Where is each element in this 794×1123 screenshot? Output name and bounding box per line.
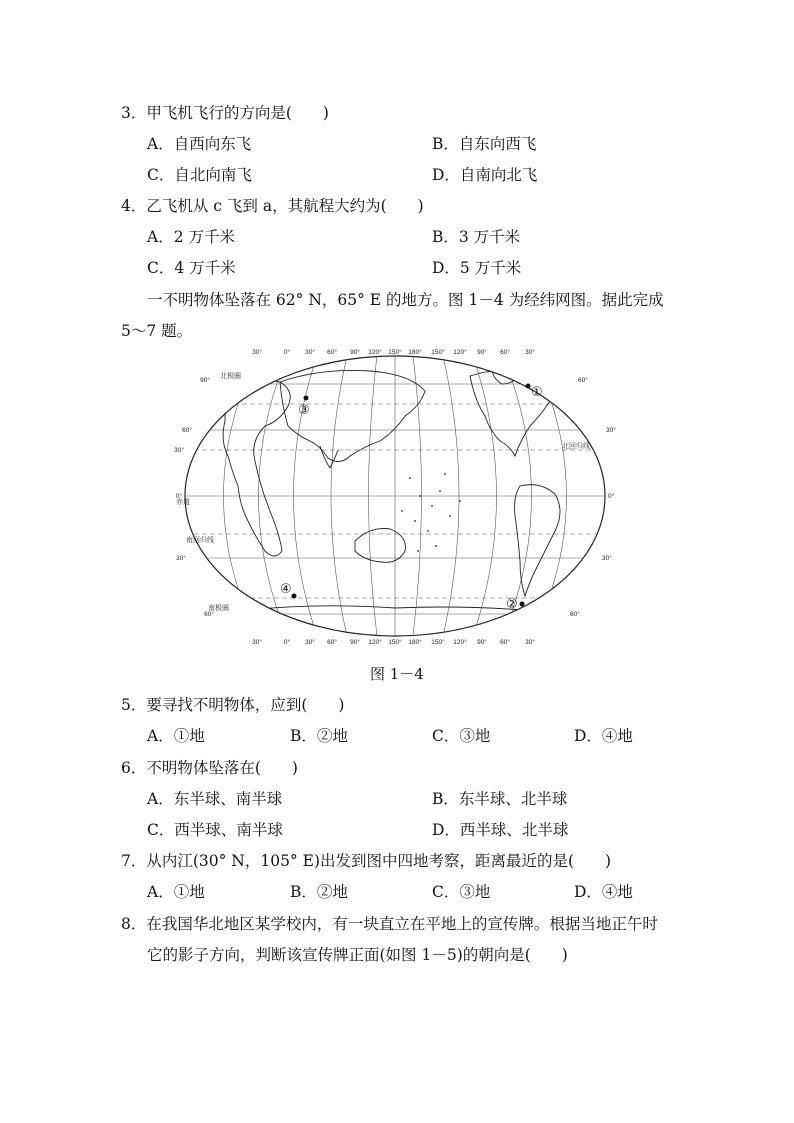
bottom-lon-label: 30° [525, 639, 535, 646]
q6-option-c: C．西半球、南半球 [147, 821, 283, 839]
q7-option-c: C．③地 [432, 883, 491, 901]
top-lon-label: 150° [431, 349, 445, 356]
top-lon-label: 60° [327, 349, 337, 356]
north-polar-circle-label: 北极圈 [220, 373, 241, 380]
point-4-label: ④ [280, 582, 292, 597]
map-svg [170, 346, 620, 646]
bottom-lon-label: 150° [431, 639, 445, 646]
top-lon-label: 30° [525, 349, 535, 356]
right-lat-label: 60° [570, 611, 580, 618]
top-lon-label: 90° [350, 349, 360, 356]
q5-option-b: B．②地 [290, 727, 348, 745]
marked-points [280, 384, 543, 613]
q5-option-c: C．③地 [432, 727, 491, 745]
bottom-lon-label: 30° [305, 639, 315, 646]
q4-option-a: A．2 万千米 [147, 228, 235, 246]
top-lon-label: 30° [252, 349, 262, 356]
q6-option-a: A．东半球、南半球 [147, 790, 283, 808]
figure-caption: 图 1－4 [370, 665, 424, 683]
tropic-of-capricorn-label: 南回归线 [186, 537, 214, 544]
left-lat-label: 30° [176, 555, 186, 562]
q3-option-b: B．自东向西飞 [432, 135, 537, 153]
q3-option-d: D．自南向北飞 [432, 166, 538, 184]
bottom-lon-label: 90° [477, 639, 487, 646]
q4-option-d: D．5 万千米 [432, 259, 522, 277]
q7-option-a: A．①地 [147, 883, 205, 901]
top-lon-label: 0° [283, 349, 291, 356]
point-1-label: ① [531, 385, 543, 400]
question-3-stem: 3．甲飞机飞行的方向是( ) [121, 104, 329, 122]
left-lat-label: 90° [200, 377, 210, 384]
question-6-stem: 6．不明物体坠落在( ) [121, 759, 298, 777]
bottom-lon-label: 60° [500, 639, 510, 646]
left-lat-label: 30° [174, 447, 184, 454]
left-lat-label: 60° [204, 611, 214, 618]
q5-option-d: D．④地 [574, 727, 633, 745]
graticule [170, 356, 620, 636]
left-lat-label: 60° [182, 427, 192, 434]
q7-option-b: B．②地 [290, 883, 348, 901]
bottom-lon-label: 90° [350, 639, 360, 646]
point-2-label: ② [506, 597, 518, 612]
top-lon-label: 150° [388, 349, 402, 356]
special-parallel-labels [176, 371, 590, 612]
point-2-dot [520, 602, 525, 607]
question-8-line-1: 8．在我国华北地区某学校内，有一块直立在平地上的宣传牌。根据当地正午时 [121, 915, 658, 933]
top-lon-label: 30° [305, 349, 315, 356]
right-lat-label: 30° [606, 427, 616, 434]
top-lon-label: 90° [477, 349, 487, 356]
q4-option-b: B．3 万千米 [432, 228, 521, 246]
south-polar-circle-label: 南极圈 [208, 605, 229, 612]
right-lat-label: 30° [602, 555, 612, 562]
bottom-lon-label: 150° [388, 639, 402, 646]
bottom-lon-label: 120° [453, 639, 467, 646]
left-latitude-labels [174, 376, 214, 618]
question-7-stem: 7．从内江(30° N，105° E)出发到图中四地考察，距离最近的是( ) [121, 852, 612, 870]
bottom-lon-label: 30° [252, 639, 262, 646]
equator-label: 赤道 [176, 499, 190, 506]
q6-option-b: B．东半球、北半球 [432, 790, 568, 808]
top-lon-label: 120° [368, 349, 382, 356]
top-longitude-labels [252, 348, 535, 356]
q7-option-d: D．④地 [574, 883, 633, 901]
bottom-longitude-labels [252, 638, 535, 646]
tropic-of-cancer-label: 北回归线 [562, 443, 590, 450]
right-lat-label: 0° [608, 493, 615, 500]
bottom-lon-label: 180° [408, 639, 422, 646]
world-graticule-map [170, 346, 620, 646]
question-5-stem: 5．要寻找不明物体，应到( ) [121, 696, 345, 714]
question-4-stem: 4．乙飞机从 c 飞到 a，其航程大约为( ) [121, 197, 424, 215]
bottom-lon-label: 120° [368, 639, 382, 646]
bottom-lon-label: 60° [327, 639, 337, 646]
bottom-lon-label: 0° [283, 639, 291, 646]
point-3-label: ③ [298, 403, 310, 418]
top-lon-label: 60° [500, 349, 510, 356]
question-8-line-2: 它的影子方向，判断该宣传牌正面(如图 1－5)的朝向是( ) [147, 946, 568, 964]
point-3-dot [304, 396, 309, 401]
q3-option-a: A．自西向东飞 [147, 135, 252, 153]
q5-option-a: A．①地 [147, 727, 205, 745]
right-latitude-labels [570, 376, 616, 618]
pacific-islands [401, 473, 461, 552]
q6-option-d: D．西半球、北半球 [432, 821, 569, 839]
top-lon-label: 180° [408, 349, 422, 356]
left-lat-label: 0° [175, 493, 182, 500]
q3-option-c: C．自北向南飞 [147, 166, 252, 184]
point-4-dot [292, 594, 297, 599]
top-lon-label: 120° [453, 349, 467, 356]
right-lat-label: 60° [578, 377, 588, 384]
q4-option-c: C．4 万千米 [147, 259, 236, 277]
intro-line-2: 5～7 题。 [121, 322, 193, 340]
point-1-dot [526, 384, 531, 389]
intro-line-1: 一不明物体坠落在 62° N，65° E 的地方。图 1－4 为经纬网图。据此完成 [147, 291, 664, 309]
